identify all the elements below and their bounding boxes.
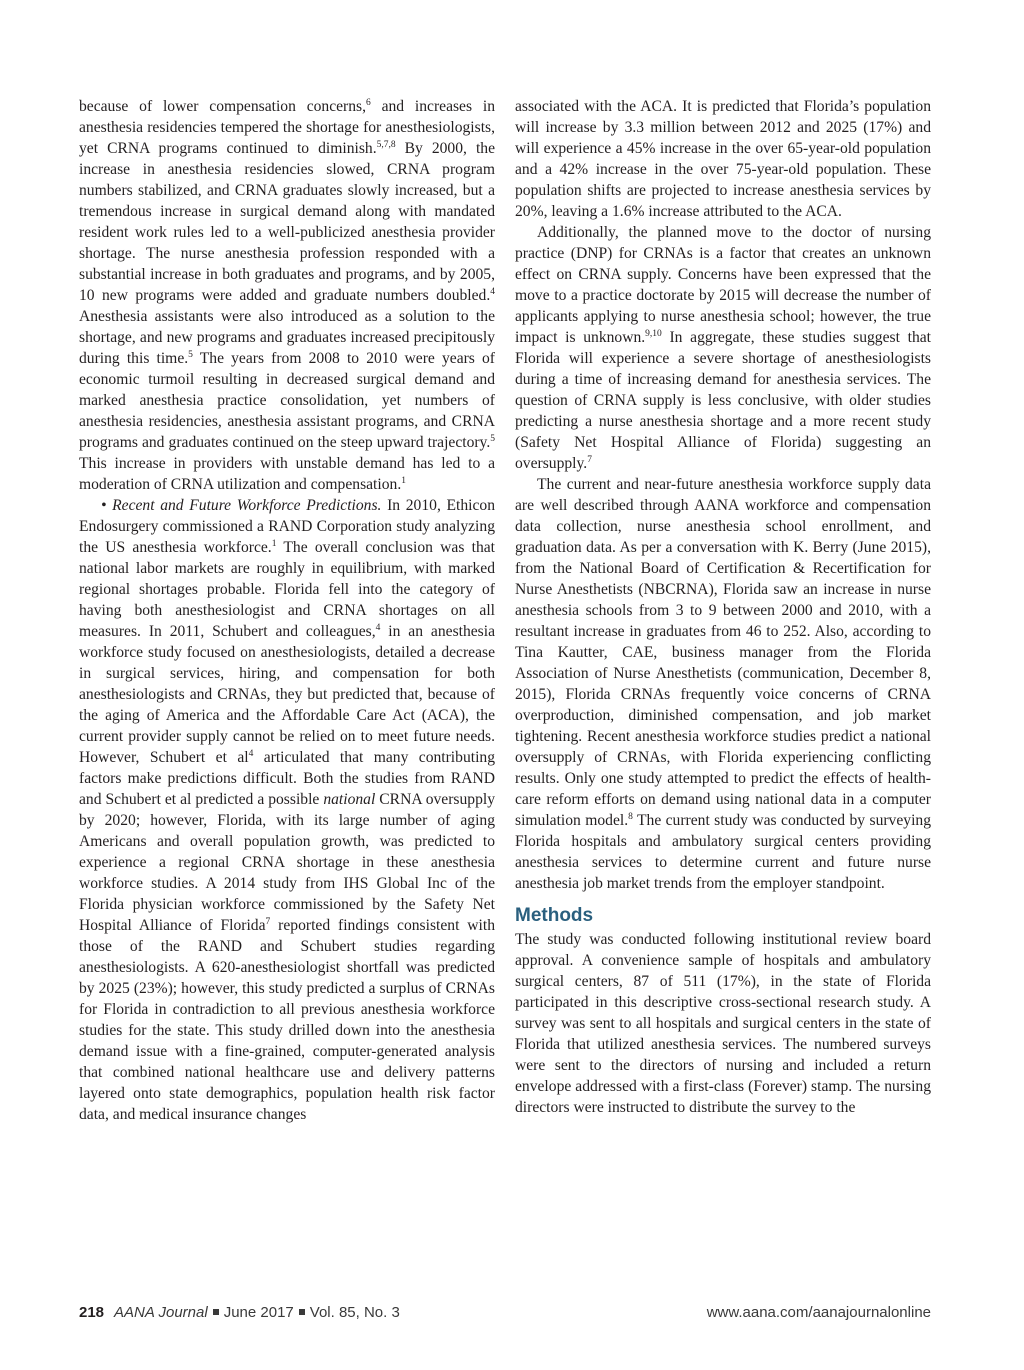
- citation: 5: [490, 434, 495, 444]
- emphasis: national: [323, 791, 376, 808]
- section-heading-methods: Methods: [515, 905, 594, 926]
- page-number: 218: [79, 1304, 105, 1321]
- citation: 1: [401, 476, 406, 486]
- left-column: [79, 96, 495, 1125]
- body-paragraph: The current and near-future anesthesia workforce supply data are well described through AANA workforce and compensation data collection, nurse anesthesia school enrollment, and graduation data. As per a conversation with K. Berry (June 2015), from the National Board of Certification & Recertification for Nurse Anesthetists (NBCRNA), Florida saw an increase in nurse anesthesia schools from 3 to 9 between 2000 and 2010, with a resultant increase in graduates from 46 to 252. Also, according to Tina Kautter, CAE, business manager from the Florida Association of Nurse Anesthetists (communication, December 8, 2015), Florida CRNAs frequently voice concerns of CRNA overproduction, diminished compensation, and job market tightening. Recent anesthesia workforce studies predict a national oversupply of CRNAs, with Florida experiencing conflicting results. Only one study attempted to predict the effects of healthcare reform efforts on demand using national data in a computer simulation model.$^8$ The current study was conducted by surveying Florida hospitals and ambulatory surgical centers providing anesthesia services to determine current and future nurse anesthesia job market trends from the employer standpoint.: [515, 476, 931, 892]
- journal-url-link[interactable]: www.aana.com/aanajournalonline: [706, 1304, 931, 1321]
- right-column: [515, 96, 931, 1118]
- body-paragraph: • Recent and Future Workforce Predictions. In 2010, Ethicon Endosurgery commissioned a RAND Corporation study analyzing the US anesthesia workforce.$^1$ The overall conclusion was that national labor markets are roughly in equilibrium, with marked regional shortages probable. Florida fell into the category of having both anesthesiologist and CRNA shortages on all measures. In 2011, Schubert and colleagues,$^4$ in an anesthesia workforce study focused on anesthesiologists, detailed a decrease in surgical services, hiring, and compensation for both anesthesiologists and CRNAs, they but predicted that, because of the aging of America and the Affordable Care Act (ACA), the current provider supply cannot be relied on to meet future needs. However, Schubert et $al^4$ articulated that many contributing factors make predictions difficult. Both the studies from RAND and Schubert et al predicted a possible national CRNA oversupply by 2020; however, Florida, with its large number of aging Americans and overall population growth, was predicted to experience a regional CRNA shortage in these anesthesia workforce studies. A 2014 study from IHS Global Inc of the Florida physician workforce commissioned by the Safety Net Hospital Alliance of Florida$^7$ reported findings consistent with those of the RAND and Schubert studies regarding anesthesiologists. A 620-anesthesiologist shortfall was predicted by 2025 (23%); however, this study predicted a surplus of CRNAs for Florida in contradiction to all previous anesthesia workforce studies for the state. This study drilled down into the anesthesia demand issue with a fine-grained, computer-generated analysis that combined national healthcare use and delivery patterns layered onto state demographics, population health risk factor data, and medical insurance changes: [79, 497, 496, 1123]
- journal-name: AANA Journal: [114, 1304, 208, 1321]
- citation: 4: [375, 623, 381, 633]
- citation: 4: [490, 287, 495, 297]
- body-paragraph: because of lower compensation concerns,$^6$ and increases in anesthesia residencies tempered the shortage for anesthesiologists, yet CRNA programs continued to diminish.$^{5,7,8}$ By 2000, the increase in anesthesia residencies slowed, CRNA program numbers stabilized, and CRNA graduates slowly increased, but a tremendous increase in surgical demand along with mandated resident work rules led to a well-publicized anesthesia provider shortage. The nurse anesthesia profession responded with a substantial increase in both graduates and programs, and by 2005, 10 new programs were added and graduate numbers doubled.$^4$ Anesthesia assistants were also introduced as a solution to the shortage, and new programs and graduates increased precipitously during this time.$^5$ The years from 2008 to 2010 were years of economic turmoil resulting in decreased surgical demand and marked anesthesia practice consolidation, yet numbers of anesthesia residencies, anesthesia assistant programs, and CRNA programs and graduates continued on the steep upward trajectory.$^5$ This increase in providers with unstable demand has led to a moderation of CRNA utilization and compensation.$^1$: [79, 98, 496, 493]
- separator-square-icon: [213, 1309, 219, 1315]
- separator-square-icon: [299, 1309, 305, 1315]
- citation: 7: [265, 917, 271, 927]
- citation: 4: [248, 749, 254, 759]
- body-paragraph: associated with the ACA. It is predicted that Florida’s population will increase by 3.3 million between 2012 and 2025 (17%) and will experience a 45% increase in the over 65-year-old population and a 42% increase in the over 75-year-old population. These population shifts are projected to increase anesthesia services by 20%, leaving a 1.6% increase attributed to the ACA.: [515, 98, 931, 220]
- citation: 6: [366, 98, 371, 108]
- volume-issue: Vol. 85, No. 3: [309, 1304, 400, 1321]
- citation: 5,7,8: [376, 140, 396, 150]
- citation: 5: [188, 350, 193, 360]
- page-footer: [79, 1304, 931, 1326]
- issue-date: June 2017: [223, 1304, 294, 1321]
- citation: 7: [587, 455, 592, 465]
- bullet-subheading: • Recent and Future Workforce Predictions.: [101, 497, 382, 514]
- citation: 8: [628, 812, 633, 822]
- citation: 9,10: [645, 329, 662, 339]
- body-paragraph: Additionally, the planned move to the doctor of nursing practice (DNP) for CRNAs is a factor that creates an unknown effect on CRNA supply. Concerns have been expressed that the move to a practice doctorate by 2015 will decrease the number of applicants applying to nurse anesthesia school; however, the true impact is unknown.$^{9,10}$ In aggregate, these studies suggest that Florida will experience a severe shortage of anesthesiologists during a time of increasing demand for anesthesia services. The question of CRNA supply is less conclusive, with older studies predicting a nurse anesthesia shortage and a more recent study (Safety Net Hospital Alliance of Florida) suggesting an oversupply.$^7$: [515, 224, 931, 472]
- body-paragraph: The study was conducted following institutional review board approval. A convenience sample of hospitals and ambulatory surgical centers, 87 of 511 (17%), in the state of Florida participated in this descriptive cross-sectional research study. A survey was sent to all hospitals and surgical centers in the state of Florida that utilized anesthesia services. The numbered surveys were sent to the directors of nursing and included a return envelope addressed with a first-class (Forever) stamp. The nursing directors were instructed to distribute the survey to the: [515, 931, 931, 1116]
- citation: 1: [271, 539, 277, 549]
